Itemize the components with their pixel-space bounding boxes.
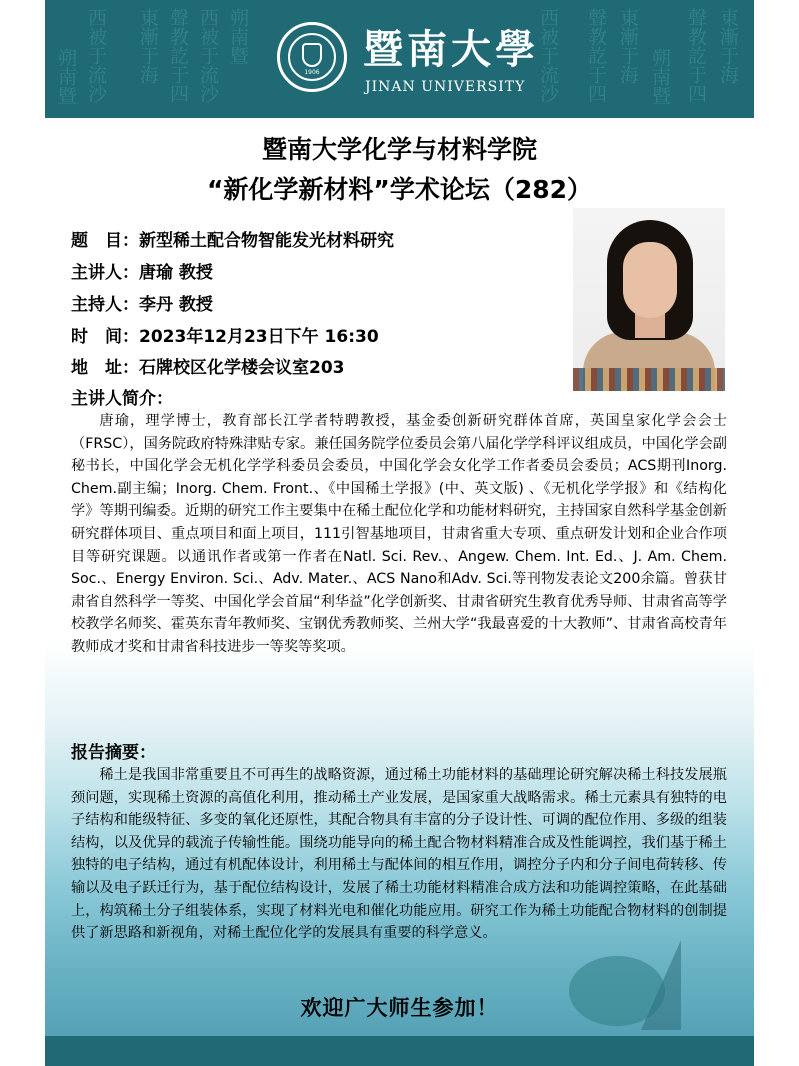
abstract-heading: 报告摘要： [71,743,156,763]
abstract-text: 稀土是我国非常重要且不可再生的战略资源，通过稀土功能材料的基础理论研究解决稀土科技发展瓶颈问题，实现稀土资源的高值化利用，推动稀土产业发展，是国家重大战略需求。稀土元素具有独特的电子结构和能级特征、多变的氧化还原性，其配合物具有丰富的分子设计性、可调的配位作用、多级的组装结构，以及优异的载流子传输性能。围绕功能导向的稀土配合物材料精准合成及性能调控，我们基于稀土独特的电子结构，通过有机配体设计，利用稀土与配体间的相互作用，调控分子内和分子间电荷转移、传输以及电子跃迁行为，基于配位结构设计，发展了稀土功能材料精准合成方法和功能调控策略，在此基础上，构筑稀土分子组装体系，实现了材料光电和催化功能应用。研究工作为稀土功能配合物材料的创制提供了新思路和新视角，对稀土配位化学的发展具有重要的科学意义。 [71,767,727,942]
welcome-text: 欢迎广大师生参加！ [300,996,499,1020]
bg-calligraphy: 朔南暨 [55,48,77,105]
bg-calligraphy: 東漸于海 [717,8,739,84]
university-logo [277,22,347,92]
bg-calligraphy: 西被于流沙 [537,8,559,103]
university-name-en: JINAN UNIVERSITY [365,79,526,95]
speaker-line: 主讲人：唐瑜 教授 [71,263,213,283]
bg-calligraphy: 西被于流沙 [85,8,107,103]
bio-text: 唐瑜，理学博士，教育部长江学者特聘教授，基金委创新研究群体首席，英国皇家化学会会士（FRSC），国务院政府特殊津贴专家。兼任国务院学位委员会第八届化学学科评议组成员，中国化学会副秘书长，中国化学会无机化学学科委员会委员，中国化学会女化学工作者委员会委员；ACS期刊Inorg. Chem.副主编；Inorg. Chem. Front.、《中国稀土学报》(中、英文版) 、《无机化学学报》和《结构化学》等期刊编委。近期的研究工作主要集中在稀土配位化学和功能材料研究，主持国家自然科学基金创新研究群体项目、重点项目和面上项目，111引智基地项目，甘肃省重大专项、重点研发计划和企业合作项目等研究课题。以通讯作者或第一作者在Natl. Sci. Rev.、Angew. Chem. Int. Ed.、J. Am. Chem. Soc.、Energy Environ. Sci.、Adv. Mater.、ACS Nano和Adv. Sci.等刊物发表论文200余篇。曾获甘肃省自然科学一等奖、中国化学会首届“利华益”化学创新奖、甘肃省研究生教育优秀导师、甘肃省高等学校教学名师奖、霍英东青年教师奖、宝钢优秀教师奖、兰州大学“我最喜爱的十大教师”、甘肃省高校青年教师成才奖和甘肃省科技进步一等奖等奖项。 [71,413,727,655]
bg-calligraphy: 東漸于海 [617,8,639,84]
bg-calligraphy: 西被于流沙 [197,8,219,103]
forum-title: “新化学新材料”学术论坛（282） [206,175,593,204]
topic-line: 题 目：新型稀土配合物智能发光材料研究 [71,231,394,251]
time-line: 时 间：2023年12月23日下午 16:30 [71,327,379,347]
bg-calligraphy: 朔南暨 [227,8,249,65]
bg-calligraphy: 朔南暨 [649,48,671,105]
bg-calligraphy: 聲教訖于四 [585,8,607,103]
poster-title: 暨南大学化学与材料学院 [261,135,537,164]
bio-heading: 主讲人简介： [71,389,173,409]
bg-calligraphy: 聲教訖于四 [685,8,707,103]
header-banner [45,0,754,118]
location-line: 地 址：石牌校区化学楼会议室203 [71,358,345,378]
footer-bar [45,1036,754,1066]
bg-calligraphy: 東漸于海 [137,8,159,84]
poster [45,0,754,1066]
bg-calligraphy: 聲教訖于四 [167,8,189,103]
host-line: 主持人：李丹 教授 [71,295,213,315]
speaker-photo [573,208,725,391]
university-name-cn: 暨南大學 [363,26,539,73]
logo-year: 1906 [304,69,320,76]
